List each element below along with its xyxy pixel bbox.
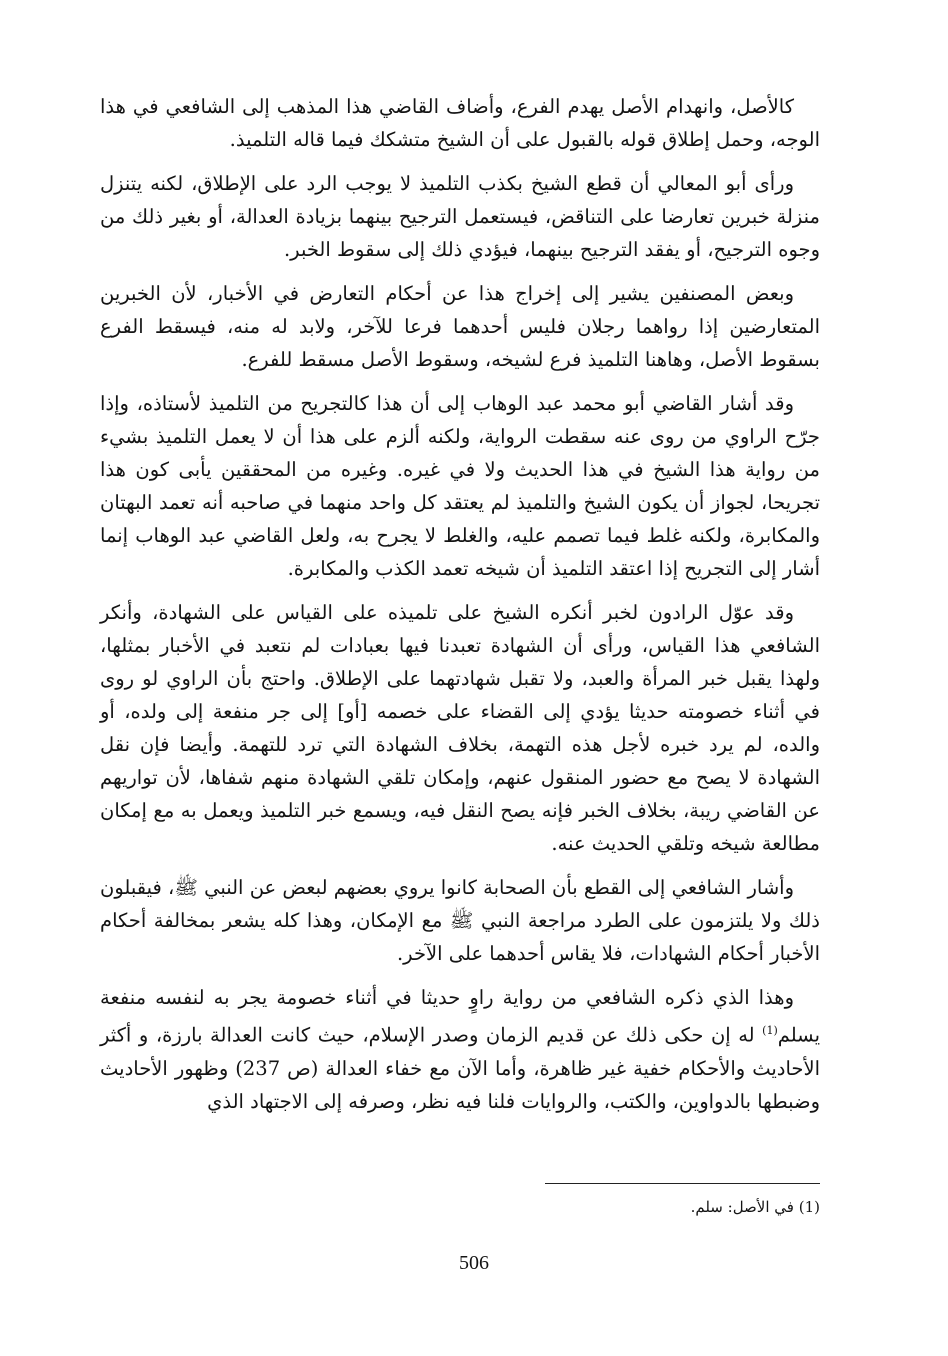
footnote: (1) في الأصل: سلم. (690, 1198, 820, 1216)
footnote-divider (545, 1183, 820, 1184)
paragraph-text-end: له إن حكى ذلك عن قديم الزمان وصدر الإسلام، حيث كانت العدالة بارزة، و أكثر الأحاديث والأحكام خفية غير ظاهرة، وأما الآن مع خفاء العدالة (ص 237) وظهور الأحاديث وضبطها بالدواوين، والكتب، والروايات فلنا فيه نظر، وصرفه إلى الاجتهاد الذي (100, 1023, 820, 1113)
paragraph: ورأى أبو المعالي أن قطع الشيخ بكذب التلميذ لا يوجب الرد على الإطلاق، لكنه يتنزل منزلة خبرين تعارضا على التناقض، فيستعمل الترجيح بينهما بزيادة العدالة، أو بغير ذلك من وجوه الترجيح، أو يفقد الترجيح بينهما، فيؤدي ذلك إلى سقوط الخبر. (100, 172, 820, 261)
page-number: 506 (459, 1252, 489, 1274)
footnote-reference: (1) (762, 1024, 778, 1037)
paragraph: وقد أشار القاضي أبو محمد عبد الوهاب إلى أن هذا كالتجريح من التلميذ لأستاذه، وإذا جرّح الراوي من روى عنه سقطت الرواية، ولكنه ألزم على هذا أن لا يعمل التلميذ بشيء من رواية هذا الشيخ في هذا الحديث ولا في غيره. وغيره من المحققين يأبى كون هذا تجريحا، لجواز أن يكون الشيخ والتلميذ لم يعتقد كل واحد منهما في صاحبه أنه تعمد البهتان والمكابرة، ولكنه غلط فيما تصمم عليه، والغلط لا يجرح به، ولعل القاضي عبد الوهاب إنما أشار إلى التجريح إذا اعتقد التلميذ أن شيخه تعمد الكذب والمكابرة. (100, 392, 820, 580)
paragraph-with-footnote (100, 981, 820, 1118)
paragraph: وبعض المصنفين يشير إلى إخراج هذا عن أحكام التعارض في الأخبار، لأن الخبرين المتعارضين إذا رواهما رجلان فليس أحدهما فرعا للآخر، ولابد له منه، فيسقط الفرع بسقوط الأصل، وهاهنا التلميذ فرع لشيخه، وسقوط الأصل مسقط للفرع. (100, 282, 820, 371)
main-text-body (100, 90, 820, 1129)
paragraph-text-start: وهذا الذي ذكره الشافعي من رواية راوٍ حديثا في أثناء خصومة يجر به لنفسه منفعة يسلم (100, 986, 820, 1047)
paragraph: كالأصل، وانهدام الأصل يهدم الفرع، وأضاف القاضي هذا المذهب إلى الشافعي في هذا الوجه، وحمل إطلاق قوله بالقبول على أن الشيخ متشكك فيما قاله التلميذ. (100, 95, 820, 151)
paragraph: وأشار الشافعي إلى القطع بأن الصحابة كانوا يروي بعضهم لبعض عن النبي ﷺ، فيقبلون ذلك ولا يلتزمون على الطرد مراجعة النبي ﷺ مع الإمكان، وهذا كله يشعر بمخالفة أحكام الأخبار أحكام الشهادات، فلا يقاس أحدهما على الآخر. (100, 876, 820, 965)
paragraph: وقد عوّل الرادون لخبر أنكره الشيخ على تلميذه على القياس على الشهادة، وأنكر الشافعي هذا القياس، ورأى أن الشهادة تعبدنا فيها بعبادات لم نتعبد في الأخبار بمثلها، ولهذا يقبل خبر المرأة والعبد، ولا تقبل شهادتهما على الإطلاق. واحتج بأن الراوي لو روى في أثناء خصومته حديثا يؤدي إلى القضاء على خصمه [أو] إلى جر منفعة إلى ولده، أو والده، لم يرد خبره لأجل هذه التهمة، بخلاف الشهادة التي ترد للتهمة. وأيضا فإن نقل الشهادة لا يصح مع حضور المنقول عنهم، وإمكان تلقي الشهادة منهم شفاها، لأن تواريهم عن القاضي ريبة، بخلاف الخبر فإنه يصح النقل فيه، ويسمع خبر التلميذ ويعمل به مع إمكان مطالعة شيخه وتلقي الحديث عنه. (100, 601, 820, 855)
